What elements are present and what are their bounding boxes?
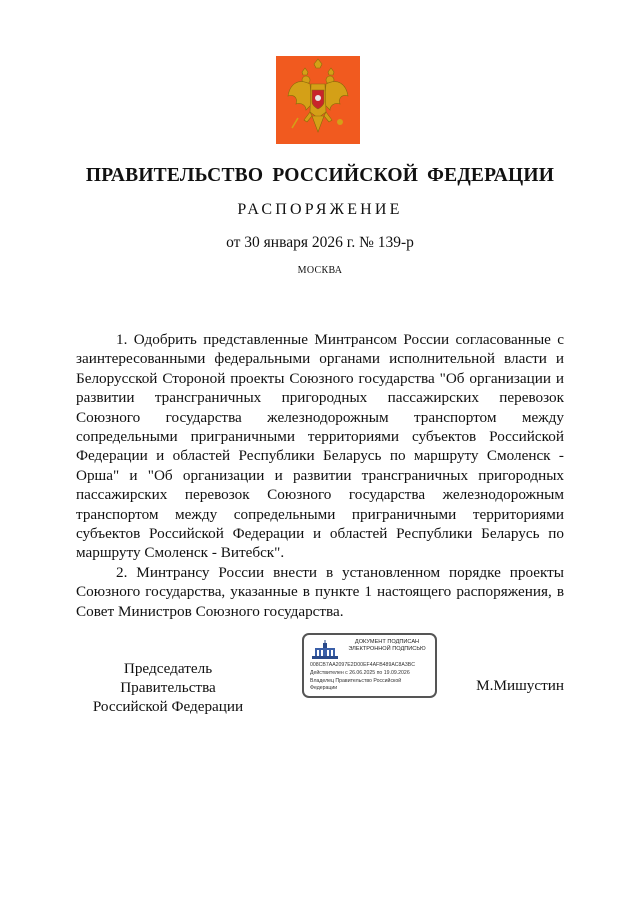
paragraph-2: 2. Минтрансу России внести в установленном порядке проекты Союзного государства, указанные в пункте 1 настоящего распоряжения, в Совет Министров Союзного государства. [76,563,564,620]
document-date-number: от 30 января 2026 г. № 139-р [226,234,414,251]
stamp-owner-line2: Федерации [310,685,338,691]
stamp-title-line2: ЭЛЕКТРОННОЙ ПОДПИСЬЮ [348,646,426,652]
document-type: РАСПОРЯЖЕНИЕ [237,201,403,218]
government-building-icon [311,640,339,660]
electronic-signature-stamp [302,633,437,698]
stamp-validity: Действителен с 26.06.2025 по 19.09.2026 [310,670,410,676]
signatory-name: М.Мишустин [476,677,564,694]
signatory-position-line2: Российской Федерации [92,698,244,715]
issue-city: МОСКВА [297,265,343,276]
stamp-certificate-serial: 008CB7AA2097E2D00EF4AFB489AC8A3BC [310,662,415,668]
signatory-position-line1: Председатель Правительства [120,660,216,696]
coat-of-arms-emblem [276,56,360,144]
document-body [76,330,564,621]
stamp-owner-line1: Владелец Правительство Российской [310,678,402,684]
double-headed-eagle-icon [276,56,360,144]
stamp-title-line1: ДОКУМЕНТ ПОДПИСАН [354,639,420,645]
issuing-authority-title: ПРАВИТЕЛЬСТВО РОССИЙСКОЙ ФЕДЕРАЦИИ [85,165,555,186]
paragraph-1: 1. Одобрить представленные Минтрансом России согласованные с заинтересованными федеральными органами исполнительной власти и Белорусской Стороной проекты Союзного государства "Об организации и развитии трансграничных пригородных пассажирских перевозок Союзного государства железнодорожным транспортом между сопредельными приграничными территориями субъектов Российской Федерации и областей Республики Беларусь по маршруту Смоленск - Орша" и "Об организации и развитии трансграничных пригородных пассажирских перевозок Союзного государства железнодорожным транспортом между сопредельными приграничными территориями субъектов Российской Федерации и областей Республики Беларусь по маршруту Смоленск - Витебск". [76,331,564,562]
stamp-title [340,639,434,653]
signatory-position [78,659,258,716]
